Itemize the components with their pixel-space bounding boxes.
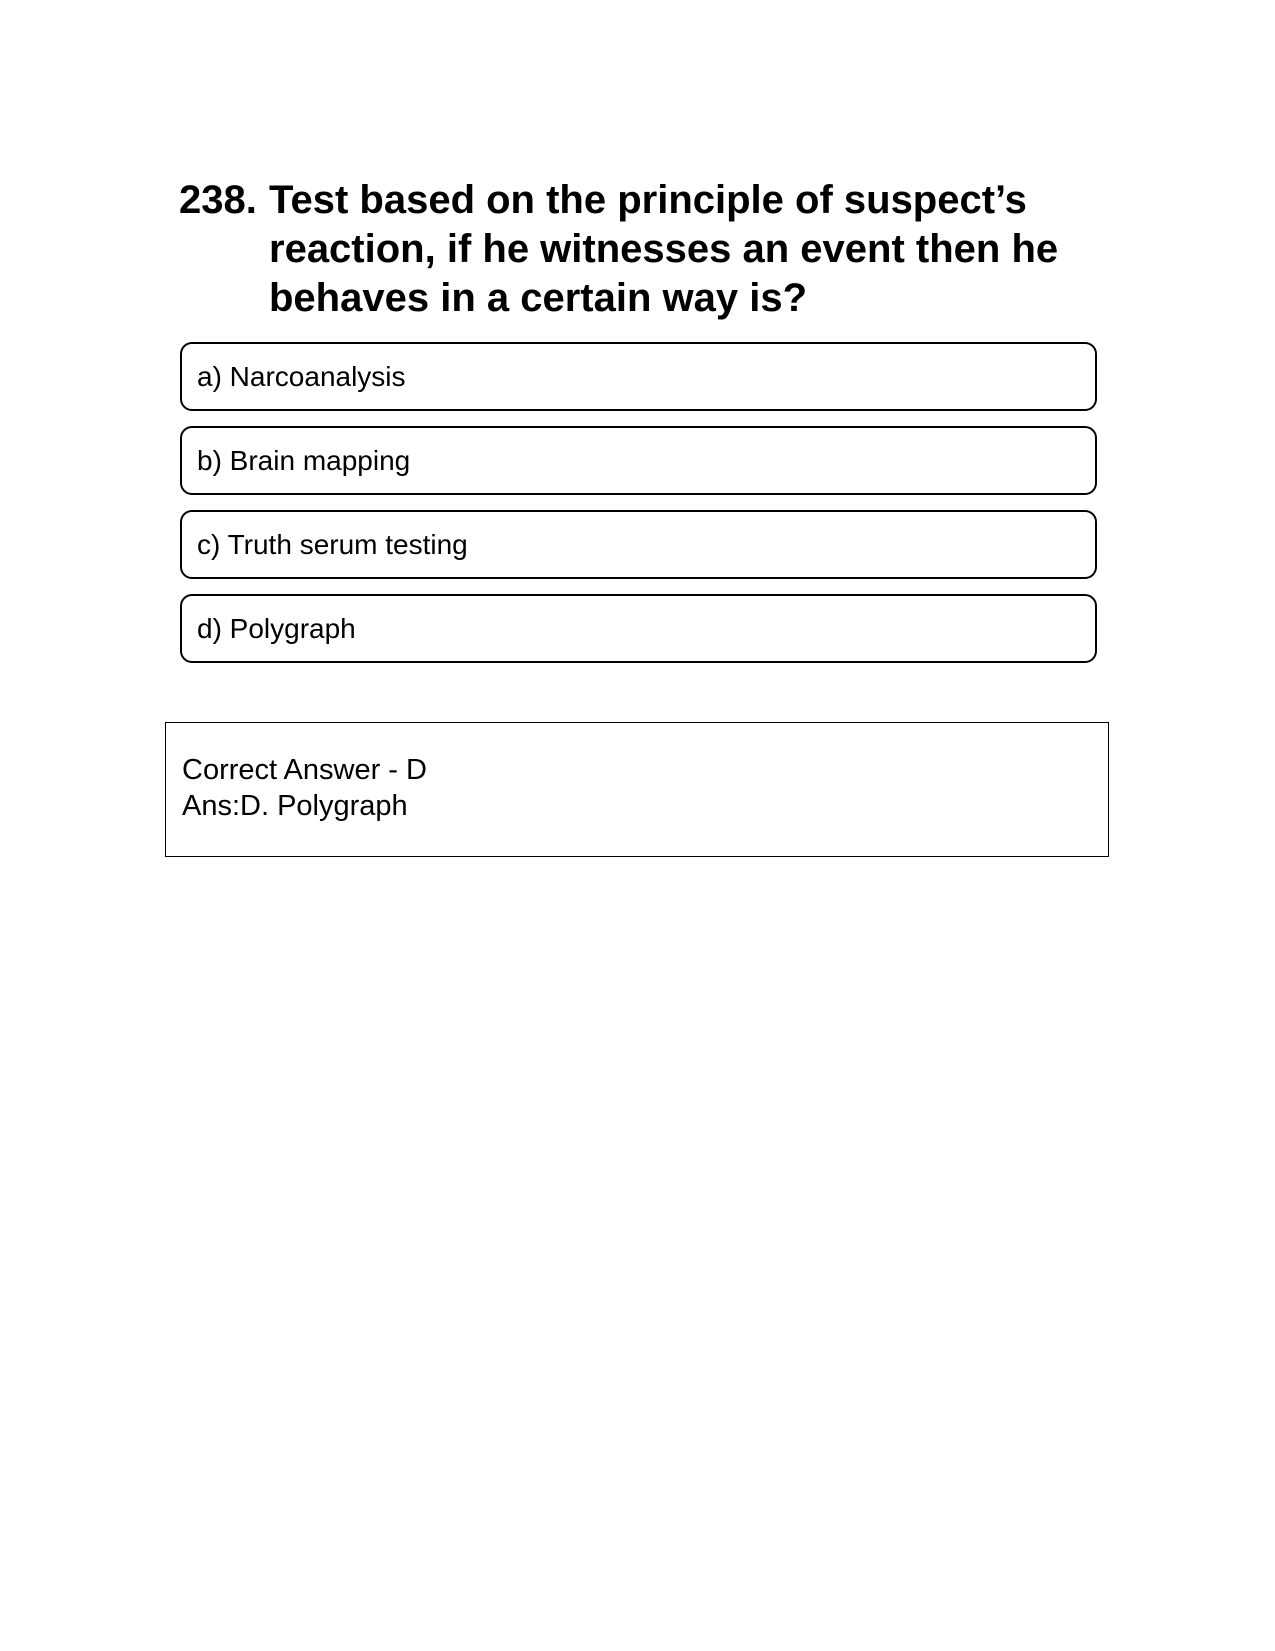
question-number: 238. [179, 178, 257, 222]
option-c-label: c) Truth serum testing [197, 528, 468, 560]
option-d-label: d) Polygraph [197, 612, 356, 644]
option-b[interactable] [180, 426, 1097, 495]
answer-explanation-text: Ans:D. Polygraph [182, 790, 408, 822]
option-b-label: b) Brain mapping [197, 444, 411, 476]
option-d[interactable] [180, 594, 1097, 663]
correct-answer-text: Correct Answer - D [182, 754, 427, 786]
option-a[interactable] [180, 342, 1097, 411]
option-c[interactable] [180, 510, 1097, 579]
option-a-label: a) Narcoanalysis [197, 360, 406, 392]
options-list [180, 342, 1097, 678]
question-block [179, 176, 1099, 323]
answer-box [165, 722, 1109, 857]
question-text: Test based on the principle of suspect’s reaction, if he witnesses an event then he behaves in a certain way is? [269, 178, 1059, 320]
